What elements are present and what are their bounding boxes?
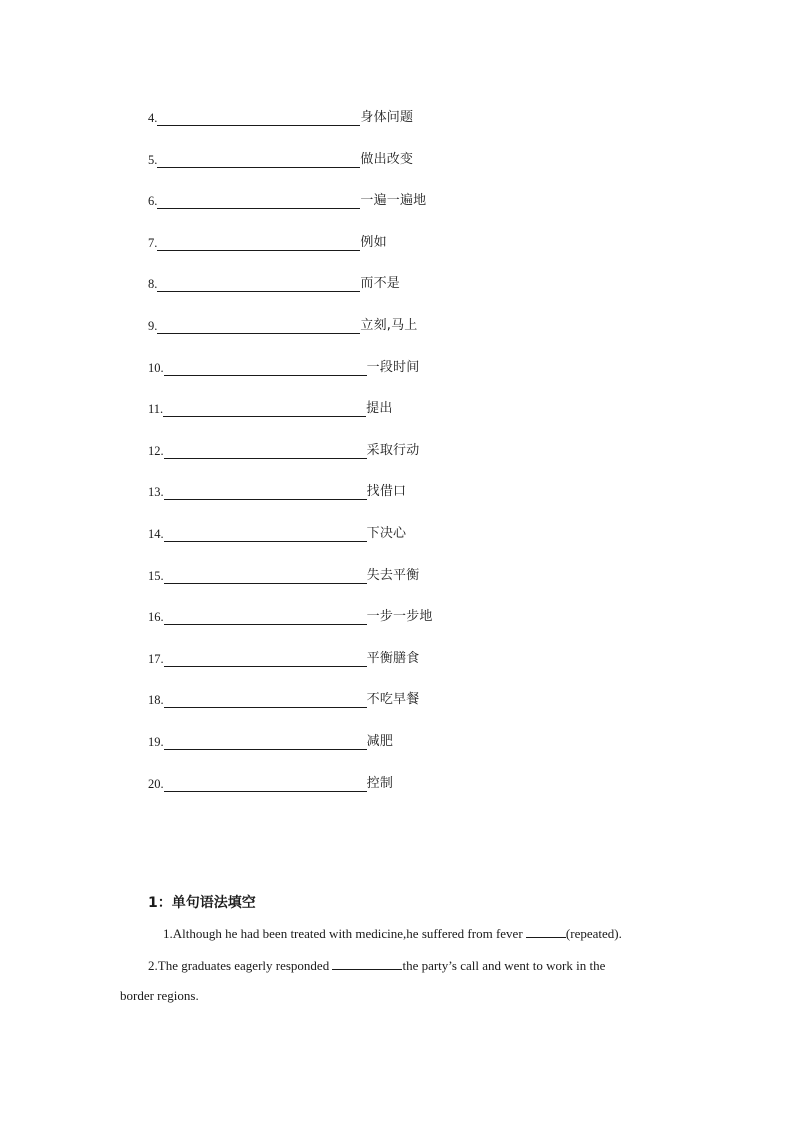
vocab-blank[interactable] bbox=[164, 653, 367, 667]
vocab-row bbox=[148, 189, 426, 209]
vocab-row bbox=[148, 314, 418, 334]
vocab-number: 15. bbox=[148, 568, 164, 583]
vocab-blank[interactable] bbox=[164, 362, 367, 376]
vocab-number: 19. bbox=[148, 735, 164, 749]
vocab-meaning: 一段时间 bbox=[366, 359, 420, 375]
vocab-number: 9. bbox=[148, 319, 158, 333]
vocab-row bbox=[148, 605, 433, 625]
vocab-meaning: 一步一步地 bbox=[366, 609, 433, 625]
vocab-blank[interactable] bbox=[164, 486, 367, 500]
vocab-meaning: 不吃早餐 bbox=[366, 692, 420, 708]
vocab-number: 18. bbox=[148, 693, 164, 708]
vocab-blank[interactable] bbox=[163, 403, 366, 417]
vocab-row bbox=[148, 772, 393, 792]
section-heading: 1：单句语法填空 bbox=[148, 895, 256, 911]
vocab-meaning: 找借口 bbox=[366, 484, 407, 500]
sentence-2-rest: the party’s call and went to work in the bbox=[402, 958, 606, 973]
sentence-1-blank[interactable] bbox=[526, 925, 566, 938]
vocab-row bbox=[148, 272, 400, 292]
vocab-meaning: 下决心 bbox=[366, 526, 407, 541]
vocab-meaning: 平衡膳食 bbox=[366, 650, 420, 666]
vocab-meaning: 减肥 bbox=[366, 734, 394, 749]
vocab-row bbox=[148, 356, 419, 376]
vocab-number: 10. bbox=[148, 360, 164, 375]
vocab-number: 8. bbox=[148, 277, 158, 292]
vocab-row bbox=[148, 148, 413, 168]
vocab-row bbox=[148, 480, 406, 500]
vocab-blank[interactable] bbox=[164, 570, 367, 584]
vocab-meaning: 身体问题 bbox=[360, 110, 414, 125]
vocab-row bbox=[148, 688, 419, 708]
vocab-meaning: 做出改变 bbox=[360, 151, 414, 167]
vocab-row bbox=[148, 647, 419, 667]
sentence-2-line2: border regions. bbox=[120, 988, 199, 1003]
vocab-blank[interactable] bbox=[164, 694, 367, 708]
vocab-number: 17. bbox=[148, 651, 164, 666]
vocab-row bbox=[148, 439, 419, 459]
vocab-row bbox=[148, 397, 393, 417]
vocab-number: 20. bbox=[148, 776, 164, 791]
vocab-row bbox=[148, 730, 393, 750]
vocab-blank[interactable] bbox=[164, 445, 367, 459]
sentence-2 bbox=[148, 957, 605, 974]
vocab-meaning: 提出 bbox=[366, 401, 393, 417]
vocab-meaning: 采取行动 bbox=[366, 442, 420, 458]
vocab-blank[interactable] bbox=[157, 320, 360, 334]
vocab-row bbox=[148, 106, 413, 126]
vocab-meaning: 失去平衡 bbox=[366, 567, 420, 583]
sentence-1-text: 1.Although he had been treated with medicine,he suffered from fever bbox=[163, 926, 526, 941]
vocab-number: 16. bbox=[148, 610, 164, 625]
vocab-number: 11. bbox=[148, 402, 164, 417]
vocab-number: 6. bbox=[148, 194, 158, 209]
vocab-blank[interactable] bbox=[164, 778, 367, 792]
vocab-meaning: 例如 bbox=[360, 234, 387, 250]
vocab-blank[interactable] bbox=[157, 112, 360, 126]
vocab-blank[interactable] bbox=[164, 611, 367, 625]
vocab-number: 7. bbox=[148, 235, 158, 250]
vocab-number: 4. bbox=[148, 111, 158, 125]
vocab-number: 12. bbox=[148, 443, 164, 458]
sentence-2-blank[interactable] bbox=[332, 957, 402, 970]
vocab-meaning: 立刻,马上 bbox=[360, 318, 418, 333]
vocab-row bbox=[148, 522, 406, 542]
vocab-row bbox=[148, 564, 419, 584]
vocab-row bbox=[148, 231, 387, 251]
vocab-meaning: 一遍一遍地 bbox=[360, 193, 427, 209]
vocab-number: 13. bbox=[148, 485, 164, 500]
vocab-blank[interactable] bbox=[157, 237, 360, 251]
vocab-number: 5. bbox=[148, 152, 158, 167]
vocab-number: 14. bbox=[148, 527, 164, 541]
vocab-blank[interactable] bbox=[164, 528, 367, 542]
sentence-1-hint: (repeated). bbox=[565, 926, 622, 941]
vocab-meaning: 而不是 bbox=[360, 276, 400, 292]
vocab-blank[interactable] bbox=[157, 278, 360, 292]
vocab-meaning: 控制 bbox=[366, 775, 394, 791]
vocab-blank[interactable] bbox=[157, 195, 360, 209]
vocab-blank[interactable] bbox=[157, 154, 360, 168]
sentence-1 bbox=[163, 925, 622, 942]
vocab-blank[interactable] bbox=[164, 736, 367, 750]
sentence-2-text: 2.The graduates eagerly responded bbox=[148, 958, 333, 973]
